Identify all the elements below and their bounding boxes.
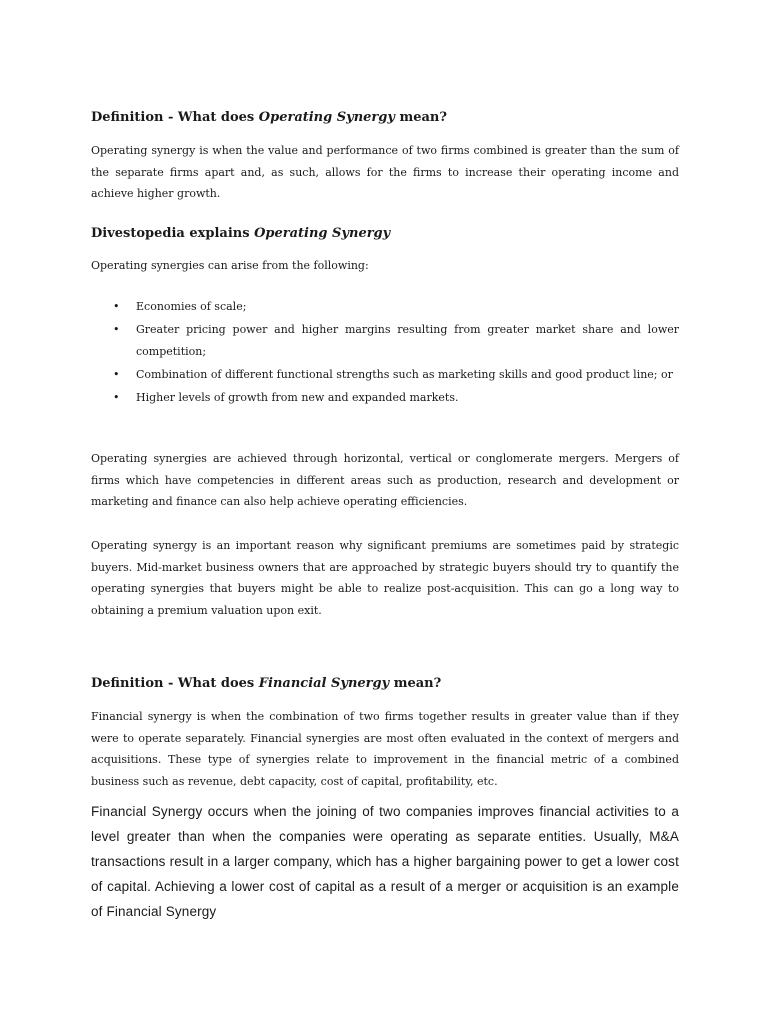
list-item-text: Greater pricing power and higher margins resulting from greater market share and lower competition; [136, 323, 679, 358]
heading-term: Operating Synergy [254, 226, 391, 241]
list-item [91, 364, 679, 386]
heading-term: Operating Synergy [258, 110, 395, 125]
bullet-icon: • [113, 300, 120, 313]
list-item [91, 296, 679, 318]
list-item [91, 387, 679, 409]
heading-prefix: Definition - What does [91, 676, 259, 691]
heading-suffix: mean? [389, 676, 442, 691]
bullet-icon: • [113, 368, 120, 382]
operating-synergies-intro: Operating synergies can arise from the following: [91, 259, 369, 272]
heading-prefix: Divestopedia explains [91, 226, 255, 241]
operating-synergy-definition-paragraph: Operating synergy is when the value and performance of two firms combined is greater than the sum of the separate firms apart and, as such, allows for the firms to increase their operating income and achieve higher growth. [91, 144, 679, 201]
list-item-text: Higher levels of growth from new and expanded markets. [136, 391, 459, 405]
list-item [91, 319, 679, 362]
operating-synergies-list [91, 296, 679, 411]
heading-term: Financial Synergy [258, 676, 390, 691]
heading-suffix: mean? [394, 110, 447, 125]
operating-synergies-mergers-paragraph: Operating synergies are achieved through horizontal, vertical or conglomerate mergers. Mergers of firms which have competencies in different areas such as production, research and development or marketing and finance can also help achieve operating efficiencies. [91, 452, 679, 509]
financial-synergy-explanation-paragraph: Financial Synergy occurs when the joining of two companies improves financial activities to a level greater than when the companies were operating as separate entities. Usually, M&A transactions result in a larger company, which has a higher bargaining power to get a lower cost of capital. Achieving a lower cost of capital as a result of a merger or acquisition is an example of Financial Synergy [91, 804, 679, 919]
list-item-text: Economies of scale; [136, 300, 247, 313]
section-heading-divestopedia-explains [91, 225, 390, 243]
bullet-icon: • [113, 323, 120, 337]
heading-prefix: Definition - What does [91, 110, 259, 125]
operating-synergy-premium-paragraph: Operating synergy is an important reason why significant premiums are sometimes paid by strategic buyers. Mid-market business owners that are approached by strategic buyers should try to quantify the operating synergies that buyers might be able to realize post-acquisition. This can go a long way to obtaining a premium valuation upon exit. [91, 539, 679, 618]
financial-synergy-definition-paragraph: Financial synergy is when the combination of two firms together results in greater value than if they were to operate separately. Financial synergies are most often evaluated in the context of mergers and acquisitions. These type of synergies relate to improvement in the financial metric of a combined business such as revenue, debt capacity, cost of capital, profitability, etc. [91, 710, 679, 789]
section-heading-financial-synergy-definition [91, 675, 441, 693]
bullet-icon: • [113, 391, 120, 405]
section-heading-operating-synergy-definition [91, 109, 447, 127]
list-item-text: Combination of different functional strengths such as marketing skills and good product line; or [136, 368, 673, 382]
